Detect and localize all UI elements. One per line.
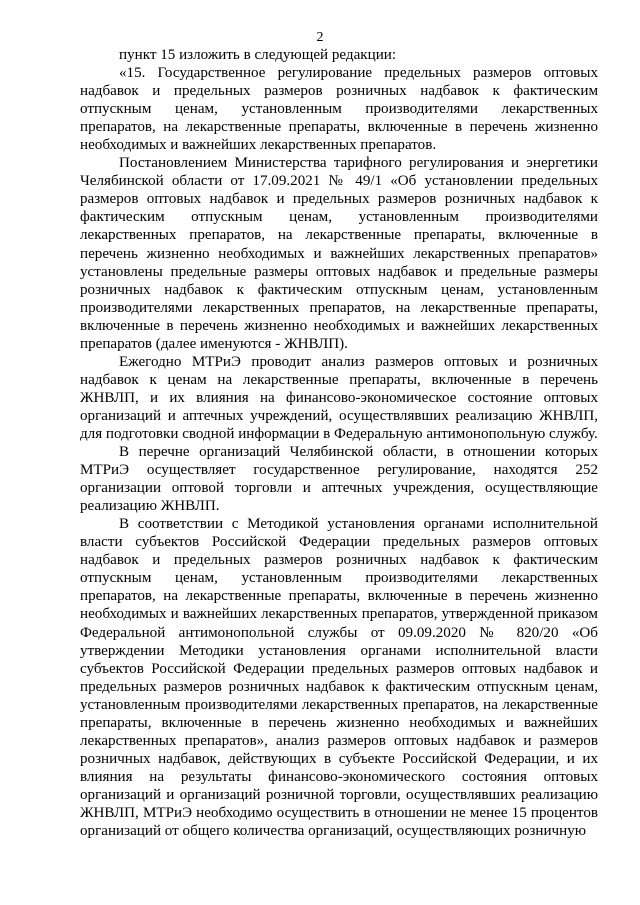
paragraph-intro: пункт 15 изложить в следующей редакции:	[119, 47, 397, 63]
paragraph-resolution: Постановлением Министерства тарифного регулирования и энергетики Челябинской области от 17.09.2021 № 49/1 «Об установлении предельных размеров оптовых надбавок и предельных размеров розничных надбавок к фактическим отпускным ценам, установленным производителями лекарственных препаратов, на лекарственные препараты, включенные в перечень жизненно необходимых и важнейших лекарственных препаратов» установлены предельные размеры оптовых надбавок и предельные размеры розничных надбавок к фактическим отпускным ценам, установленным производителями лекарственных препаратов, на лекарственные препараты, включенные в перечень жизненно необходимых и важнейших лекарственных препаратов (далее именуются - ЖНВЛП).	[80, 155, 598, 352]
paragraph-annual-analysis: Ежегодно МТРиЭ проводит анализ размеров оптовых и розничных надбавок к ценам на лекарственные препараты, включенные в перечень ЖНВЛП, и их влияния на финансово-экономическое состояние оптовых организаций и аптечных учреждений, осуществлявших реализацию ЖНВЛП, для подготовки сводной информации в Федеральную антимонопольную службу.	[80, 353, 598, 442]
paragraph-organizations-list: В перечне организаций Челябинской области, в отношении которых МТРиЭ осуществляет государственное регулирование, находятся 252 организации оптовой торговли и аптечных учреждения, осуществляющие реализацию ЖНВЛП.	[80, 444, 598, 515]
page-number: 2	[316, 30, 324, 45]
document-body	[80, 46, 598, 840]
paragraph-item-15-heading: «15. Государственное регулирование предельных размеров оптовых надбавок и предельных размеров розничных надбавок к фактическим отпускным ценам, установленным производителями лекарственных препаратов, на лекарственные препараты, включенные в перечень жизненно необходимых и важнейших лекарственных препаратов.	[80, 65, 598, 154]
paragraph-methodology: В соответствии с Методикой установления органами исполнительной власти субъектов Российской Федерации предельных размеров оптовых надбавок и предельных размеров розничных надбавок к фактическим отпускным ценам, установленным производителями лекарственных препаратов, на лекарственные препараты, включенные в перечень жизненно необходимых и важнейших лекарственных препаратов, утвержденной приказом Федеральной антимонопольной службы от 09.09.2020 № 820/20 «Об утверждении Методики установления органами исполнительной власти субъектов Российской Федерации предельных размеров оптовых надбавок и предельных размеров розничных надбавок к фактическим отпускным ценам, установленным производителями лекарственных препаратов, на лекарственные препараты, включенные в перечень жизненно необходимых и важнейших лекарственных препаратов», анализ размеров оптовых надбавок и размеров розничных надбавок, действующих в субъекте Российской Федерации, и их влияния на результаты финансово-экономического состояния оптовых организаций и организаций розничной торговли, осуществлявших реализацию ЖНВЛП, МТРиЭ необходимо осуществить в отношении не менее 15 процентов организаций от общего количества организаций, осуществляющих розничную	[80, 516, 598, 840]
